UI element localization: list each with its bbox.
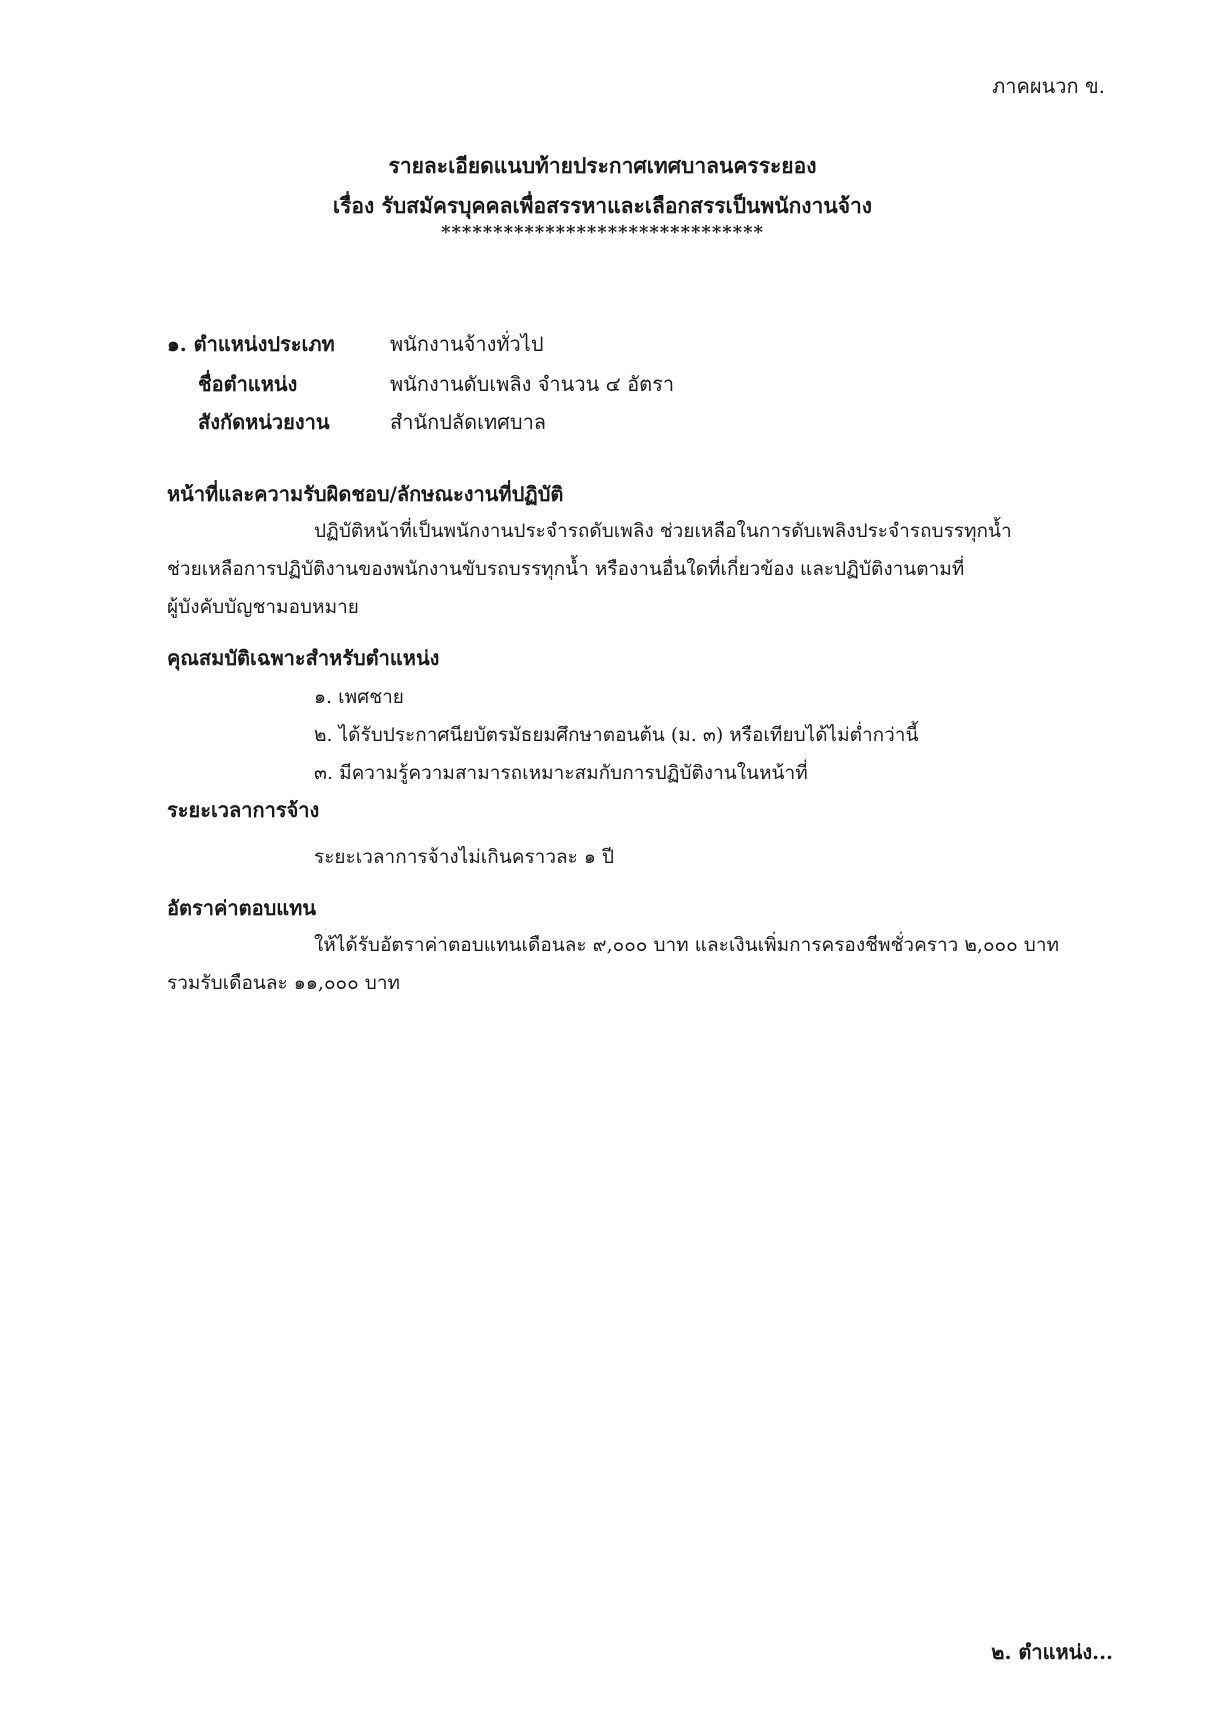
duties-text-line1: ปฏิบัติหน้าที่เป็นพนักงานประจำรถดับเพลิง ช่วยเหลือในการดับเพลิงประจำรถบรรทุกน้ำ — [314, 520, 1012, 542]
separator-stars: ******************************* — [441, 222, 764, 243]
position-unit-label: สังกัดหน่วยงาน — [198, 410, 330, 434]
position-type-label: ๑. ตำแหน่งประเภท — [167, 332, 335, 356]
document-subject: เรื่อง รับสมัครบุคคลเพื่อสรรหาและเลือกสรรเป็นพนักงานจ้าง — [332, 193, 873, 218]
pay-text-line2: รวมรับเดือนละ ๑๑,๐๐๐ บาท — [167, 972, 401, 994]
appendix-label: ภาคผนวก ข. — [992, 74, 1105, 98]
pay-heading: อัตราค่าตอบแทน — [167, 896, 317, 920]
continuation-footer: ๒. ตำแหน่ง... — [991, 1640, 1113, 1664]
position-unit-value: สำนักปลัดเทศบาล — [390, 410, 547, 434]
pay-text-line1: ให้ได้รับอัตราค่าตอบแทนเดือนละ ๙,๐๐๐ บาท และเงินเพิ่มการครองชีพชั่วคราว ๒,๐๐๐ บาท — [314, 934, 1060, 956]
position-name-value: พนักงานดับเพลิง จำนวน ๔ อัตรา — [390, 372, 675, 396]
term-text: ระยะเวลาการจ้างไม่เกินคราวละ ๑ ปี — [314, 846, 615, 868]
document-title: รายละเอียดแนบท้ายประกาศเทศบาลนครระยอง — [388, 153, 817, 178]
qualification-item-1: ๑. เพศชาย — [314, 686, 404, 708]
duties-heading: หน้าที่และความรับผิดชอบ/ลักษณะงานที่ปฏิบัติ — [167, 482, 564, 506]
qualification-item-2: ๒. ได้รับประกาศนียบัตรมัธยมศึกษาตอนต้น (ม. ๓) หรือเทียบได้ไม่ต่ำกว่านี้ — [314, 724, 919, 746]
qualification-item-3: ๓. มีความรู้ความสามารถเหมาะสมกับการปฏิบัติงานในหน้าที่ — [314, 762, 808, 784]
duties-text-line2: ช่วยเหลือการปฏิบัติงานของพนักงานขับรถบรรทุกน้ำ หรืองานอื่นใดที่เกี่ยวข้อง และปฏิบัติงานตามที่ — [167, 558, 965, 580]
qualifications-heading: คุณสมบัติเฉพาะสำหรับตำแหน่ง — [167, 646, 440, 670]
position-type-value: พนักงานจ้างทั่วไป — [390, 332, 544, 356]
term-heading: ระยะเวลาการจ้าง — [167, 798, 320, 822]
duties-text-line3: ผู้บังคับบัญชามอบหมาย — [167, 596, 359, 618]
position-name-label: ชื่อตำแหน่ง — [198, 372, 298, 396]
